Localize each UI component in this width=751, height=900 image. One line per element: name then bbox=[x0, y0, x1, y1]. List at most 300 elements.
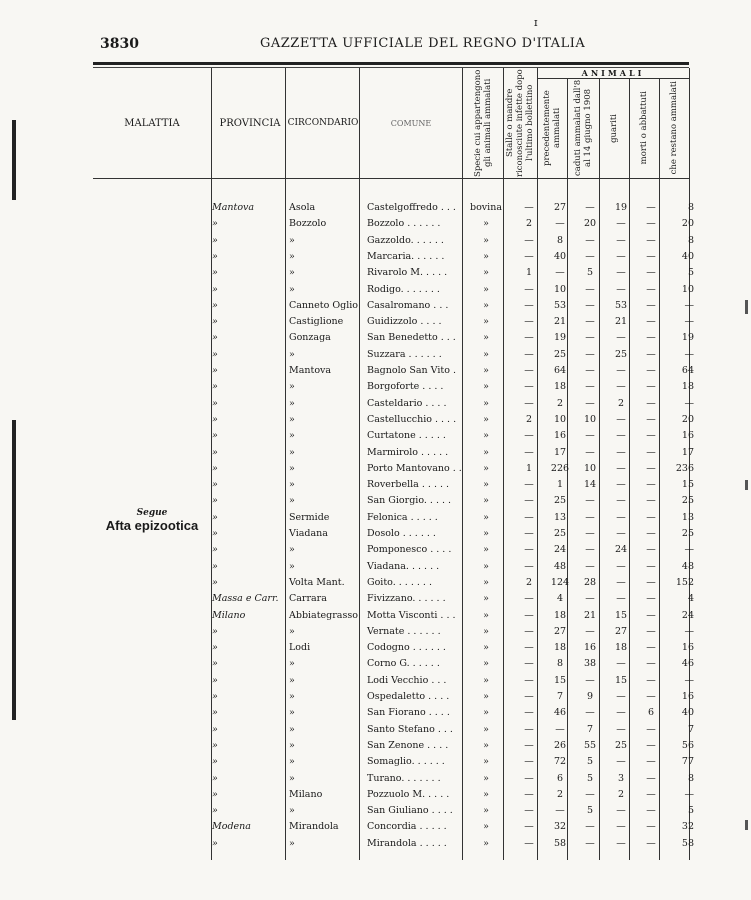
table-row bbox=[0, 591, 751, 607]
cell-comune: Felonica . . . . . bbox=[367, 511, 438, 523]
cell-caduti: 5 bbox=[586, 772, 594, 784]
cell-specie: » bbox=[483, 642, 489, 654]
cell-restano: 20 bbox=[681, 413, 694, 425]
cell-stalle: — bbox=[524, 658, 534, 670]
cell-morti: — bbox=[646, 756, 656, 768]
cell-comune: Gazzoldo. . . . . . bbox=[367, 234, 444, 246]
cell-precedentemente: 27 bbox=[553, 625, 567, 637]
cell-precedentemente: 8 bbox=[556, 658, 564, 670]
cell-precedentemente: 24 bbox=[553, 544, 567, 556]
cell-guariti: — bbox=[616, 805, 626, 817]
cell-restano: 20 bbox=[681, 218, 694, 230]
cell-caduti: — bbox=[585, 788, 595, 800]
cell-guariti: — bbox=[616, 756, 626, 768]
col-morti-label: morti o abbattuti bbox=[639, 91, 649, 165]
cell-specie: » bbox=[483, 218, 489, 230]
cell-comune: Rivarolo M. . . . . bbox=[367, 267, 448, 279]
cell-stalle: — bbox=[524, 528, 534, 539]
cell-caduti: — bbox=[585, 299, 595, 311]
cell-restano: 32 bbox=[681, 821, 694, 833]
cell-specie: » bbox=[483, 788, 489, 800]
header-rule-thick bbox=[93, 62, 689, 65]
cell-stalle: 2 bbox=[525, 576, 533, 588]
cell-precedentemente: 2 bbox=[556, 397, 564, 409]
cell-precedentemente: — bbox=[555, 723, 565, 735]
cell-provincia: » bbox=[212, 446, 218, 458]
cell-circondario: » bbox=[289, 381, 295, 393]
scan-margin-mark bbox=[12, 420, 16, 720]
cell-morti: — bbox=[646, 593, 656, 605]
cell-provincia: » bbox=[212, 430, 218, 442]
cell-provincia: » bbox=[212, 707, 218, 719]
cell-stalle: — bbox=[524, 691, 534, 702]
cell-guariti: — bbox=[616, 691, 626, 702]
cell-provincia: » bbox=[212, 625, 218, 637]
cell-comune: Santo Stefano . . . bbox=[367, 723, 453, 735]
cell-specie: » bbox=[483, 511, 489, 523]
cell-circondario: Carrara bbox=[289, 593, 327, 605]
cell-precedentemente: 17 bbox=[553, 446, 567, 458]
cell-precedentemente: 18 bbox=[553, 642, 567, 654]
cell-circondario: » bbox=[289, 739, 295, 751]
cell-restano: — bbox=[684, 397, 694, 409]
cell-guariti: 25 bbox=[614, 739, 628, 751]
cell-caduti: — bbox=[585, 348, 595, 360]
cell-precedentemente: 48 bbox=[553, 560, 567, 572]
cell-stalle: — bbox=[524, 821, 534, 833]
cell-precedentemente: 26 bbox=[553, 739, 567, 751]
cell-restano: 40 bbox=[681, 707, 694, 719]
cell-circondario: » bbox=[289, 805, 295, 817]
cell-comune: Fivizzano. . . . . . bbox=[367, 593, 446, 605]
table-row bbox=[0, 265, 751, 281]
cell-stalle: — bbox=[524, 837, 534, 849]
journal-title: GAZZETTA UFFICIALE DEL REGNO D'ITALIA bbox=[260, 36, 586, 51]
cell-guariti: — bbox=[616, 332, 626, 344]
cell-guariti: — bbox=[616, 283, 626, 295]
table-row bbox=[0, 282, 751, 298]
cell-caduti: — bbox=[585, 381, 595, 393]
table-row bbox=[0, 347, 751, 363]
cell-provincia: » bbox=[212, 479, 218, 491]
cell-guariti: — bbox=[616, 593, 626, 605]
cell-caduti: 7 bbox=[586, 723, 594, 735]
cell-restano: 25 bbox=[681, 495, 694, 507]
cell-caduti: — bbox=[585, 495, 595, 507]
cell-circondario: Mirandola bbox=[289, 821, 339, 833]
cell-guariti: 2 bbox=[617, 397, 625, 409]
cell-morti: — bbox=[646, 381, 656, 393]
cell-morti: — bbox=[646, 234, 656, 246]
cell-guariti: — bbox=[616, 479, 626, 491]
cell-precedentemente: 46 bbox=[553, 707, 567, 719]
table-row bbox=[0, 575, 751, 591]
cell-stalle: — bbox=[524, 739, 534, 751]
cell-precedentemente: 40 bbox=[553, 250, 567, 262]
page-number: 3830 bbox=[100, 36, 139, 52]
cell-specie: » bbox=[483, 299, 489, 311]
cell-provincia: » bbox=[212, 250, 218, 262]
cell-stalle: — bbox=[524, 332, 534, 344]
cell-guariti: 24 bbox=[614, 544, 628, 556]
col-provincia bbox=[213, 68, 287, 178]
cell-comune: Roverbella . . . . . bbox=[367, 479, 450, 491]
cell-precedentemente: 124 bbox=[550, 576, 570, 588]
cell-specie: » bbox=[483, 365, 489, 376]
cell-caduti: — bbox=[585, 560, 595, 572]
cell-precedentemente: 27 bbox=[553, 202, 567, 213]
cell-restano: 25 bbox=[681, 528, 694, 539]
cell-caduti: — bbox=[585, 430, 595, 442]
cell-provincia: » bbox=[212, 348, 218, 360]
cell-stalle: — bbox=[524, 756, 534, 768]
table-row bbox=[0, 559, 751, 575]
cell-specie: » bbox=[483, 756, 489, 768]
cell-morti: — bbox=[646, 576, 656, 588]
cell-caduti: 20 bbox=[583, 218, 597, 230]
cell-specie: » bbox=[483, 609, 489, 621]
cell-guariti: 25 bbox=[614, 348, 628, 360]
cell-restano: 8 bbox=[687, 202, 694, 213]
cell-morti: — bbox=[646, 316, 656, 328]
cell-specie: » bbox=[483, 691, 489, 702]
cell-morti: — bbox=[646, 609, 656, 621]
cell-provincia: » bbox=[212, 739, 218, 751]
cell-caduti: — bbox=[585, 511, 595, 523]
cell-restano: 7 bbox=[687, 723, 694, 735]
cell-caduti: — bbox=[585, 202, 595, 213]
table-row bbox=[0, 640, 751, 656]
cell-guariti: — bbox=[616, 381, 626, 393]
col-comune bbox=[359, 68, 463, 178]
cell-comune: Motta Visconti . . . bbox=[367, 609, 456, 621]
cell-provincia: » bbox=[212, 413, 218, 425]
cell-stalle: — bbox=[524, 381, 534, 393]
cell-restano: 17 bbox=[681, 446, 694, 458]
cell-morti: — bbox=[646, 283, 656, 295]
cell-morti: — bbox=[646, 528, 656, 539]
cell-circondario: Viadana bbox=[289, 528, 328, 539]
col-malattia bbox=[93, 68, 211, 178]
cell-morti: — bbox=[646, 495, 656, 507]
table-row bbox=[0, 754, 751, 770]
cell-provincia: » bbox=[212, 658, 218, 670]
table-row bbox=[0, 379, 751, 395]
cell-provincia: Modena bbox=[212, 821, 251, 833]
cell-caduti: — bbox=[585, 397, 595, 409]
cell-provincia: » bbox=[212, 283, 218, 295]
cell-morti: — bbox=[646, 772, 656, 784]
col-stalle-label: Stalle o mandre riconosciute infette dopo l'ultimo bollettino bbox=[505, 69, 535, 177]
cell-specie: » bbox=[483, 316, 489, 328]
cell-caduti: 10 bbox=[583, 462, 597, 474]
cell-specie: » bbox=[483, 772, 489, 784]
cell-caduti: — bbox=[585, 821, 595, 833]
table-row bbox=[0, 624, 751, 640]
table-row bbox=[0, 787, 751, 803]
cell-comune: Marcaria. . . . . . bbox=[367, 250, 445, 262]
cell-morti: — bbox=[646, 658, 656, 670]
cell-precedentemente: 25 bbox=[553, 348, 567, 360]
cell-morti: — bbox=[646, 446, 656, 458]
cell-precedentemente: — bbox=[555, 218, 565, 230]
scan-edge-speck bbox=[745, 300, 748, 314]
cell-comune: San Benedetto . . . bbox=[367, 332, 456, 344]
cell-comune: Marmirolo . . . . . bbox=[367, 446, 449, 458]
cell-circondario: Castiglione bbox=[289, 316, 344, 328]
cell-specie: » bbox=[483, 805, 489, 817]
cell-provincia: » bbox=[212, 576, 218, 588]
col-restano bbox=[659, 78, 689, 178]
cell-guariti: — bbox=[616, 511, 626, 523]
cell-caduti: — bbox=[585, 707, 595, 719]
col-stalle bbox=[503, 68, 537, 178]
table-row bbox=[0, 689, 751, 705]
cell-morti: — bbox=[646, 348, 656, 360]
cell-specie: » bbox=[483, 544, 489, 556]
cell-restano: — bbox=[684, 674, 694, 686]
table-row bbox=[0, 705, 751, 721]
cell-morti: — bbox=[646, 625, 656, 637]
cell-provincia: » bbox=[212, 805, 218, 817]
cell-comune: Pozzuolo M. . . . . bbox=[367, 788, 450, 800]
cell-precedentemente: 10 bbox=[553, 413, 567, 425]
cell-precedentemente: 32 bbox=[553, 821, 567, 833]
cell-circondario: » bbox=[289, 234, 295, 246]
cell-circondario: » bbox=[289, 430, 295, 442]
cell-specie: » bbox=[483, 267, 489, 279]
cell-stalle: — bbox=[524, 625, 534, 637]
cell-comune: Bozzolo . . . . . . bbox=[367, 218, 441, 230]
cell-morti: — bbox=[646, 560, 656, 572]
table-row bbox=[0, 445, 751, 461]
col-restano-label: che restano ammalati bbox=[669, 81, 679, 175]
cell-provincia: » bbox=[212, 365, 218, 376]
cell-caduti: — bbox=[585, 250, 595, 262]
cell-guariti: — bbox=[616, 365, 626, 376]
cell-stalle: — bbox=[524, 495, 534, 507]
cell-guariti: 15 bbox=[614, 609, 628, 621]
cell-stalle: — bbox=[524, 430, 534, 442]
cell-stalle: 1 bbox=[525, 462, 533, 474]
cell-precedentemente: 10 bbox=[553, 283, 567, 295]
cell-precedentemente: — bbox=[555, 267, 565, 279]
cell-precedentemente: 64 bbox=[553, 365, 567, 376]
cell-circondario: » bbox=[289, 723, 295, 735]
cell-circondario: » bbox=[289, 544, 295, 556]
table-row bbox=[0, 673, 751, 689]
cell-restano: — bbox=[684, 625, 694, 637]
cell-precedentemente: 1 bbox=[556, 479, 564, 491]
col-caduti bbox=[567, 78, 599, 178]
cell-comune: San Giorgio. . . . . bbox=[367, 495, 452, 507]
cell-restano: 19 bbox=[681, 332, 694, 344]
cell-stalle: — bbox=[524, 707, 534, 719]
cell-restano: 4 bbox=[687, 593, 694, 605]
cell-caduti: — bbox=[585, 316, 595, 328]
cell-comune: San Fiorano . . . . bbox=[367, 707, 450, 719]
cell-provincia: » bbox=[212, 837, 218, 849]
cell-morti: — bbox=[646, 332, 656, 344]
cell-stalle: — bbox=[524, 234, 534, 246]
cell-stalle: — bbox=[524, 772, 534, 784]
cell-guariti: — bbox=[616, 234, 626, 246]
cell-precedentemente: 6 bbox=[556, 772, 564, 784]
cell-restano: — bbox=[684, 544, 694, 556]
cell-guariti: 21 bbox=[614, 316, 628, 328]
col-guariti-label: guariti bbox=[609, 113, 619, 143]
cell-morti: — bbox=[646, 788, 656, 800]
cell-precedentemente: 13 bbox=[553, 511, 567, 523]
cell-caduti: — bbox=[585, 234, 595, 246]
cell-specie: » bbox=[483, 462, 489, 474]
cell-morti: — bbox=[646, 511, 656, 523]
col-comune-label: COMUNE bbox=[390, 118, 432, 128]
cell-comune: Curtatone . . . . . bbox=[367, 430, 446, 442]
cell-comune: Porto Mantovano . . bbox=[367, 462, 462, 474]
cell-specie: » bbox=[483, 397, 489, 409]
cell-stalle: — bbox=[524, 674, 534, 686]
cell-guariti: — bbox=[616, 462, 626, 474]
cell-provincia: » bbox=[212, 234, 218, 246]
table-row bbox=[0, 461, 751, 477]
cell-circondario: » bbox=[289, 495, 295, 507]
cell-restano: 16 bbox=[681, 430, 694, 442]
cell-specie: » bbox=[483, 528, 489, 539]
cell-provincia: » bbox=[212, 772, 218, 784]
scan-edge-speck bbox=[745, 480, 748, 490]
cell-circondario: » bbox=[289, 446, 295, 458]
cell-morti: — bbox=[646, 674, 656, 686]
cell-provincia: » bbox=[212, 642, 218, 654]
cell-restano: 8 bbox=[687, 772, 694, 784]
cell-guariti: — bbox=[616, 837, 626, 849]
col-malattia-label: MALATTIA bbox=[124, 117, 180, 129]
cell-morti: — bbox=[646, 821, 656, 833]
table-row bbox=[0, 249, 751, 265]
cell-stalle: — bbox=[524, 299, 534, 311]
col-provincia-label: PROVINCIA bbox=[219, 117, 281, 129]
cell-provincia: » bbox=[212, 397, 218, 409]
cell-comune: Goito. . . . . . . bbox=[367, 576, 432, 588]
cell-precedentemente: 4 bbox=[556, 593, 564, 605]
cell-guariti: 2 bbox=[617, 788, 625, 800]
cell-comune: Concordia . . . . . bbox=[367, 821, 447, 833]
cell-comune: Ospedaletto . . . . bbox=[367, 691, 450, 702]
cell-caduti: — bbox=[585, 593, 595, 605]
cell-circondario: Canneto Oglio bbox=[289, 299, 359, 311]
cell-stalle: 2 bbox=[525, 413, 533, 425]
cell-guariti: 27 bbox=[614, 625, 628, 637]
table-row bbox=[0, 803, 751, 819]
cell-precedentemente: 25 bbox=[553, 495, 567, 507]
cell-stalle: 1 bbox=[525, 267, 533, 279]
cell-caduti: 5 bbox=[586, 756, 594, 768]
table-row bbox=[0, 330, 751, 346]
table-row bbox=[0, 542, 751, 558]
cell-comune: Viadana. . . . . . bbox=[367, 560, 440, 572]
cell-provincia: » bbox=[212, 756, 218, 768]
cell-circondario: Sermide bbox=[289, 511, 330, 523]
cell-guariti: — bbox=[616, 250, 626, 262]
cell-caduti: — bbox=[585, 365, 595, 376]
cell-provincia: » bbox=[212, 544, 218, 556]
cell-guariti: 18 bbox=[614, 642, 628, 654]
cell-provincia: » bbox=[212, 560, 218, 572]
cell-guariti: — bbox=[616, 528, 626, 539]
cell-guariti: — bbox=[616, 658, 626, 670]
cell-provincia: » bbox=[212, 218, 218, 230]
table-row bbox=[0, 396, 751, 412]
cell-circondario: Lodi bbox=[289, 642, 311, 654]
cell-specie: » bbox=[483, 625, 489, 637]
cell-restano: — bbox=[684, 316, 694, 328]
cell-circondario: Abbiategrasso bbox=[289, 609, 358, 621]
cell-circondario: » bbox=[289, 674, 295, 686]
cell-specie: » bbox=[483, 250, 489, 262]
cell-stalle: — bbox=[524, 397, 534, 409]
cell-guariti: — bbox=[616, 218, 626, 230]
cell-specie: » bbox=[483, 430, 489, 442]
cell-morti: — bbox=[646, 691, 656, 702]
cell-circondario: Mantova bbox=[289, 365, 332, 376]
cell-comune: Vernate . . . . . . bbox=[367, 625, 441, 637]
cell-circondario: » bbox=[289, 283, 295, 295]
table-row bbox=[0, 771, 751, 787]
cell-specie: » bbox=[483, 821, 489, 833]
cell-provincia: Mantova bbox=[212, 202, 255, 213]
cell-provincia: » bbox=[212, 381, 218, 393]
cell-morti: — bbox=[646, 218, 656, 230]
cell-circondario: » bbox=[289, 413, 295, 425]
cell-provincia: » bbox=[212, 691, 218, 702]
cell-caduti: 28 bbox=[583, 576, 597, 588]
cell-morti: — bbox=[646, 267, 656, 279]
cell-morti: — bbox=[646, 462, 656, 474]
cell-stalle: 2 bbox=[525, 218, 533, 230]
cell-caduti: 10 bbox=[583, 413, 597, 425]
cell-stalle: — bbox=[524, 348, 534, 360]
cell-stalle: — bbox=[524, 365, 534, 376]
cell-circondario: » bbox=[289, 658, 295, 670]
cell-guariti: 53 bbox=[614, 299, 628, 311]
cell-specie: » bbox=[483, 674, 489, 686]
col-group-animali: ANIMALI bbox=[537, 68, 689, 79]
table-row bbox=[0, 428, 751, 444]
cell-guariti: — bbox=[616, 267, 626, 279]
cell-morti: — bbox=[646, 642, 656, 654]
cell-morti: — bbox=[646, 805, 656, 817]
cell-stalle: — bbox=[524, 479, 534, 491]
cell-circondario: Volta Mant. bbox=[289, 576, 345, 588]
cell-caduti: 9 bbox=[586, 691, 594, 702]
cell-circondario: » bbox=[289, 625, 295, 637]
cell-comune: Dosolo . . . . . . bbox=[367, 528, 436, 539]
table-row bbox=[0, 526, 751, 542]
cell-provincia: » bbox=[212, 267, 218, 279]
cell-stalle: — bbox=[524, 609, 534, 621]
cell-specie: bovina bbox=[470, 202, 502, 213]
scan-margin-mark bbox=[12, 120, 16, 200]
cell-circondario: » bbox=[289, 560, 295, 572]
cell-provincia: » bbox=[212, 299, 218, 311]
cell-restano: 18 bbox=[681, 381, 694, 393]
cell-stalle: — bbox=[524, 202, 534, 213]
cell-guariti: 19 bbox=[614, 202, 628, 213]
cell-caduti: 5 bbox=[586, 805, 594, 817]
cell-caduti: — bbox=[585, 283, 595, 295]
cell-restano: 8 bbox=[687, 234, 694, 246]
